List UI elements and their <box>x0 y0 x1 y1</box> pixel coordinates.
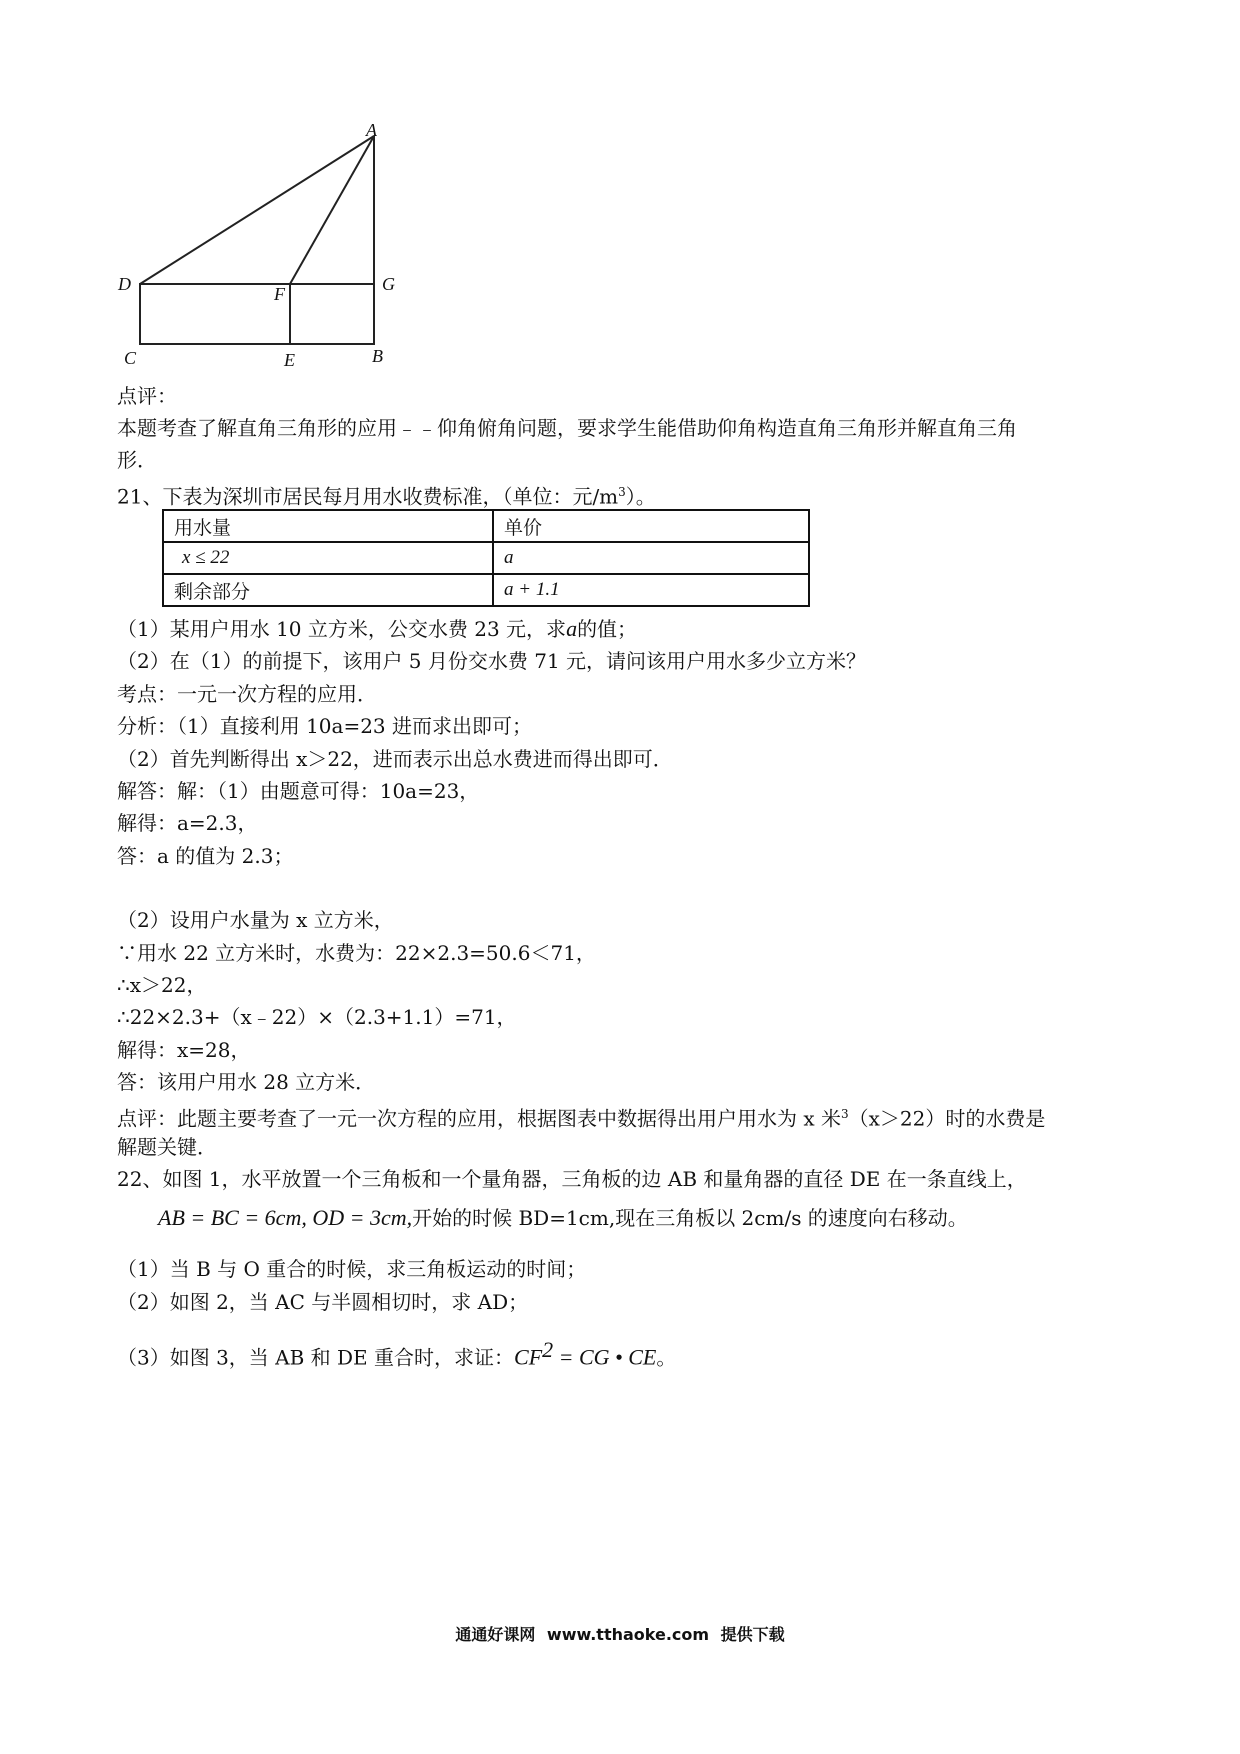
q21-jieda8: 解得：x=28， <box>117 1038 251 1062</box>
q21-jieda5: ∵用水 22 立方米时，水费为：22×2.3=50.6＜71， <box>117 941 596 965</box>
label-c: C <box>124 348 137 368</box>
q21-jieda9: 答：该用户用水 28 立方米． <box>117 1070 376 1094</box>
q22-line1: 22、如图 1，水平放置一个三角板和一个量角器，三角板的边 AB 和量角器的直径 DE 在一条直线上， <box>117 1167 1027 1191</box>
q21-review2: 解题关键． <box>117 1135 217 1159</box>
label-g: G <box>382 274 395 294</box>
q22-sub1: （1）当 B 与 O 重合的时候，求三角板运动的时间； <box>117 1257 587 1281</box>
q22-sub2: （2）如图 2，当 AC 与半圆相切时，求 AD； <box>117 1290 529 1314</box>
q22-line2: AB = BC = 6cm, OD = 3cm,开始的时候 BD=1cm,现在三角板以 2cm/s 的速度向右移动。 <box>158 1205 968 1230</box>
review-20-line2: 形． <box>117 448 157 472</box>
footer-url[interactable]: www.tthaoke.com <box>546 1625 710 1644</box>
review-label: 点评： <box>117 384 177 408</box>
q21-sub1: （1）某用户用水 10 立方米，公交水费 23 元，求a的值； <box>117 616 638 641</box>
label-f: F <box>274 284 285 304</box>
q21-jieda7: ∴22×2.3+（x﹣22）×（2.3+1.1）=71， <box>117 1005 517 1029</box>
footer-note: 提供下载 <box>720 1625 785 1644</box>
review-20-line1: 本题考查了解直角三角形的应用﹣﹣仰角俯角问题，要求学生能借助仰角构造直角三角形并解直角三角 <box>117 416 1017 440</box>
page-footer <box>0 1622 1240 1645</box>
q21-kaodian: 考点：一元一次方程的应用． <box>117 682 377 706</box>
table-cell: 剩余部分 <box>163 574 493 606</box>
line-da <box>140 136 374 284</box>
q21-jieda6: ∴x＞22， <box>117 973 207 997</box>
label-e: E <box>284 350 295 370</box>
q21-fenxi1: 分析：（1）直接利用 10a=23 进而求出即可； <box>117 714 533 738</box>
q21-jieda4: （2）设用户水量为 x 立方米， <box>117 908 394 932</box>
q21-fenxi2: （2）首先判断得出 x＞22，进而表示出总水费进而得出即可． <box>117 747 673 771</box>
table-header: 用水量 <box>163 510 493 542</box>
q21-review1: 点评：此题主要考查了一元一次方程的应用，根据图表中数据得出用户用水为 x 米$^3$（x＞22）时的水费是 <box>117 1106 1046 1131</box>
table-header: 单价 <box>493 510 809 542</box>
table-header-row <box>163 510 809 542</box>
label-d: D <box>118 274 131 294</box>
table-row <box>163 542 809 574</box>
table-row <box>163 574 809 606</box>
q21-jieda1: 解答：解：（1）由题意可得：10a=23， <box>117 779 480 803</box>
q21-jieda3: 答：a 的值为 2.3； <box>117 844 294 868</box>
q22-sub3: （3）如图 3，当 AB 和 DE 重合时，求证：$CF^2$ = CG • CE。 <box>117 1337 677 1370</box>
geometry-figure <box>110 118 410 378</box>
table-cell: a + 1.1 <box>493 574 809 606</box>
q21-title: 21、下表为深圳市居民每月用水收费标准，（单位：元$/m^3$）。 <box>117 484 656 509</box>
footer-site: 通通好课网 <box>455 1625 536 1644</box>
water-rate-table <box>162 509 810 607</box>
table-cell: a <box>493 542 809 574</box>
rect-dcbg <box>140 284 374 344</box>
label-b: B <box>372 346 383 366</box>
table-cell: x ≤ 22 <box>163 542 493 574</box>
label-a: A <box>366 120 377 140</box>
q21-sub2: （2）在（1）的前提下，该用户 5 月份交水费 71 元，请问该用户用水多少立方米？ <box>117 649 867 673</box>
line-fa <box>290 136 374 284</box>
q21-jieda2: 解得：a=2.3， <box>117 811 258 835</box>
